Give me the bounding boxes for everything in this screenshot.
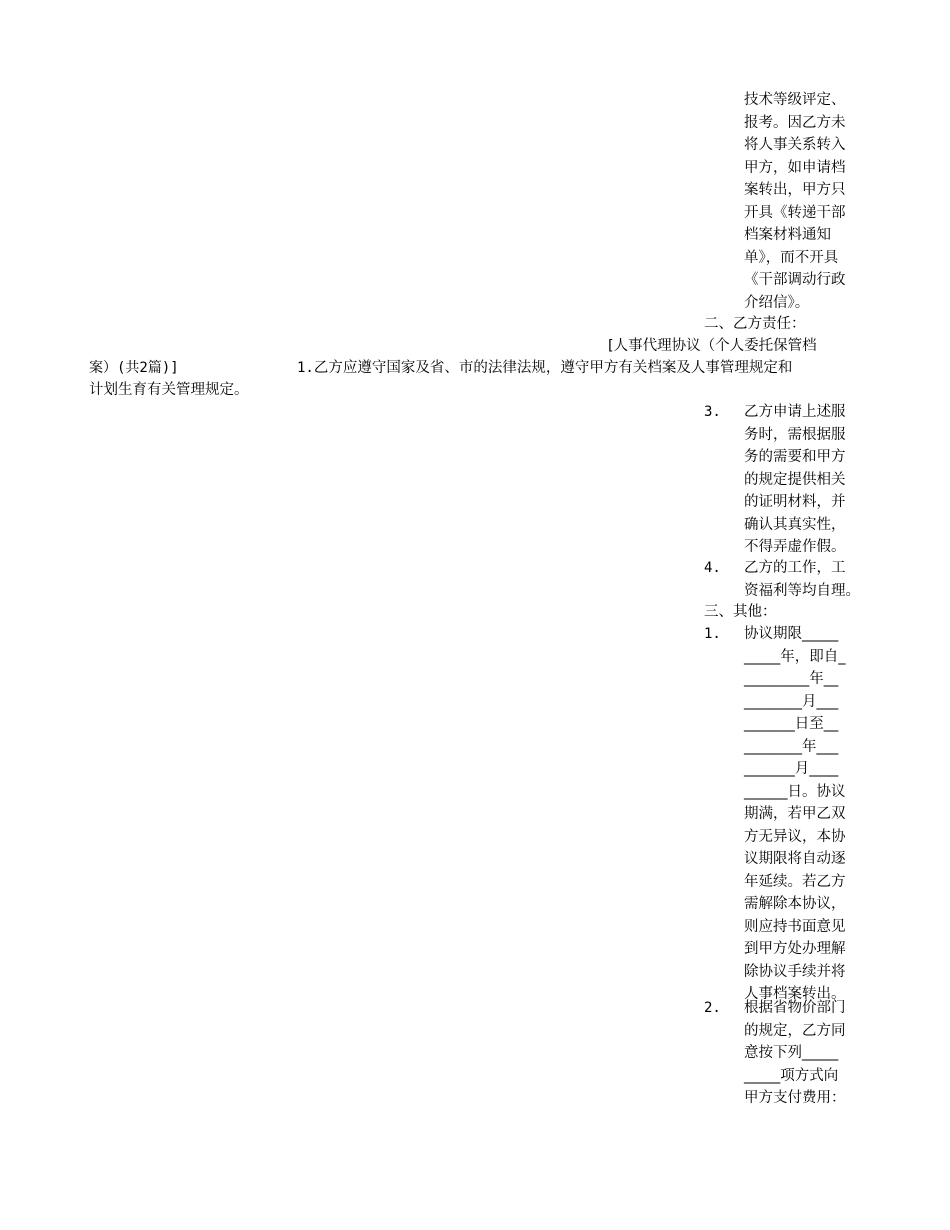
text-line: 不得弄虚作假。 — [744, 539, 846, 555]
text-line: 期满，若甲乙双 — [744, 806, 846, 822]
text-line: ________月___ — [744, 693, 839, 710]
item-1-number: 1. — [297, 360, 314, 376]
other-1-text — [744, 623, 862, 1006]
text-line: 议期限将自动逐 — [744, 851, 846, 867]
text-line: 意按下列_____ — [744, 1045, 839, 1061]
text-line: 的规定提供相关 — [744, 471, 846, 488]
text-line: _______月____ — [744, 761, 839, 777]
text-line: 将人事关系转入 — [744, 137, 846, 153]
text-line: 根据省物价部门 — [744, 1000, 846, 1016]
item-3-text — [744, 401, 862, 559]
text-line: 开具《转递干部 — [744, 204, 846, 221]
other-2-text — [744, 997, 862, 1110]
text-line: _____年，即自_ — [744, 648, 846, 665]
text-line: _________年__ — [744, 671, 839, 687]
text-line: 《干部调动行政 — [744, 272, 846, 288]
item-3-number: 3. — [704, 404, 721, 420]
title-text: 案）(共2篇)] — [89, 360, 179, 376]
text-line: 除协议手续并将 — [744, 963, 846, 980]
item-1-line2: 计划生育有关管理规定。 — [89, 382, 249, 398]
text-line: 乙方的工作，工 — [744, 560, 846, 576]
text-line: _____项方式向 — [744, 1067, 839, 1084]
other-1-number: 1. — [704, 626, 721, 642]
text-line: 介绍信》。 — [744, 294, 810, 311]
item-4-text — [744, 557, 874, 602]
text-line: ________年___ — [744, 738, 839, 755]
text-line: 协议期限_____ — [744, 626, 839, 642]
text-line: 到甲方处办理解 — [744, 941, 846, 957]
text-line: 技术等级评定、 — [744, 92, 846, 108]
text-line: 方无异议，本协 — [744, 828, 846, 845]
document-title-part1: [人事代理协议（个人委托保管档 — [608, 338, 817, 354]
text-line: 年延续。若乙方 — [744, 873, 846, 890]
text-line: 报考。因乙方未 — [744, 114, 846, 131]
text-line: 乙方申请上述服 — [744, 404, 846, 420]
text-line: 甲方支付费用： — [744, 1090, 846, 1106]
text-line: 案转出，甲方只 — [744, 182, 846, 198]
text-line: _______日至__ — [744, 716, 839, 732]
item-1-text: 乙方应遵守国家及省、市的法律法规，遵守甲方有关档案及人事管理规定和 — [313, 360, 793, 376]
paragraph-archive-transfer — [744, 89, 862, 314]
text-line: 确认其真实性， — [744, 516, 846, 533]
section-heading-party-b-duties: 二、乙方责任： — [704, 316, 806, 332]
other-2-number: 2. — [704, 1000, 721, 1016]
text-line: 需解除本协议， — [744, 896, 846, 912]
item-4-number: 4. — [704, 560, 721, 576]
document-title-part2 — [89, 357, 179, 380]
text-line: 的规定，乙方同 — [744, 1022, 846, 1039]
text-line: 人事档案转出。 — [744, 986, 846, 1002]
text-line: 则应持书面意见 — [744, 918, 846, 935]
text-line: 档案材料通知 — [744, 227, 831, 243]
text-line: 务时，需根据服 — [744, 426, 846, 443]
item-1-line1 — [297, 357, 792, 380]
text-line: ______日。协议 — [744, 783, 846, 800]
text-line: 单》，而不开具 — [744, 249, 839, 266]
text-line: 务的需要和甲方 — [744, 449, 846, 465]
section-heading-other: 三、其他： — [704, 604, 777, 620]
text-line: 的证明材料，并 — [744, 494, 846, 510]
text-line: 资福利等均自理。 — [744, 582, 860, 599]
text-line: 甲方，如申请档 — [744, 159, 846, 176]
